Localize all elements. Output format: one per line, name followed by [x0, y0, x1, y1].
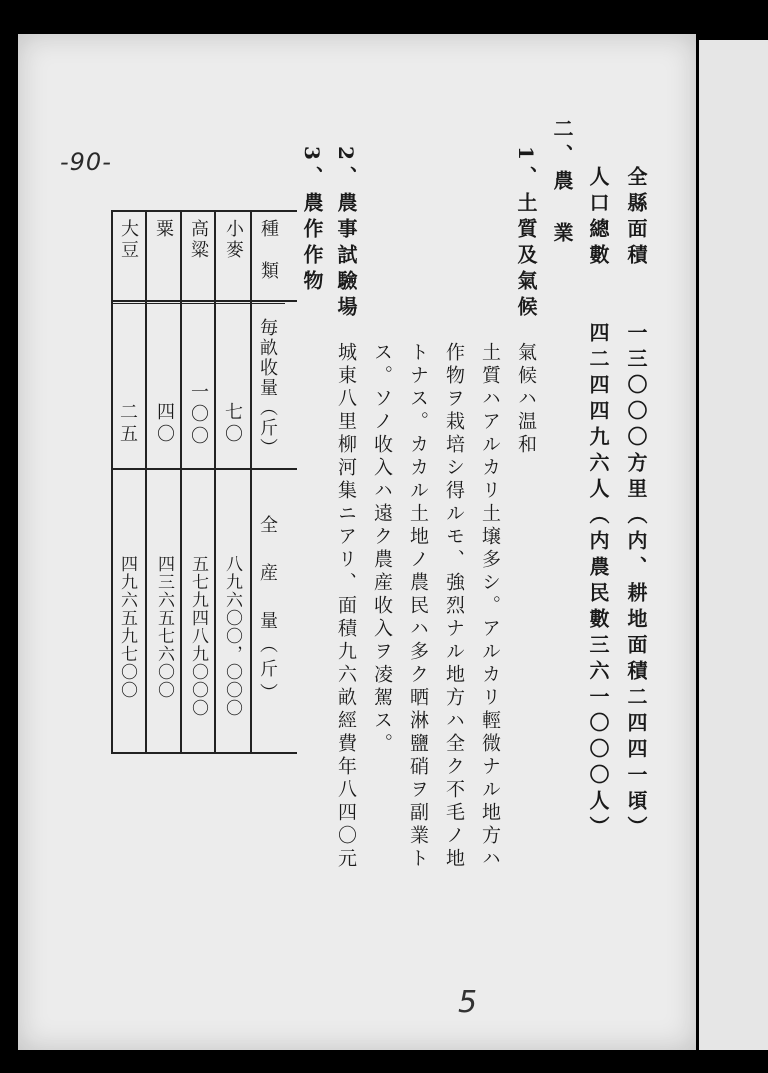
item1-text-5: ス。ソノ收入ハ遠ク農産收入ヲ凌駕ス。	[371, 342, 393, 756]
table-rule-middle	[111, 468, 297, 470]
item2-title: 2、農事試驗場	[334, 146, 358, 322]
section-heading-agriculture: 二、農 業	[550, 118, 574, 248]
yield-soybean: 二五	[117, 402, 138, 446]
item2-text: 城東八里柳河集ニアリ、面積九六畝經費年八四〇元	[335, 342, 357, 871]
table-top-border	[111, 210, 297, 212]
area-line: 全縣面積 一三〇〇〇方里（内、耕地面積二四四一頃）	[624, 166, 648, 842]
item1-text-3: 作物ヲ栽培シ得ルモ、強烈ナル地方ハ全ク不毛ノ地	[443, 342, 465, 871]
table-rule-bottom	[111, 752, 297, 754]
yield-wheat: 七〇	[222, 402, 243, 446]
item1-title: 1、土質及氣候	[514, 146, 538, 322]
table-col-line-4	[250, 210, 252, 754]
item3-title: 3、農作作物	[300, 146, 324, 296]
table-rule-header	[111, 300, 297, 302]
item1-text-4: トナス。カカル土地ノ農民ハ多ク晒淋鹽硝ヲ副業ト	[407, 342, 429, 871]
yield-sorghum: 一〇〇	[188, 382, 209, 448]
header-total-output: 全 産 量（斤）	[257, 515, 278, 707]
header-crop-type: 種 類	[251, 211, 286, 304]
table-col-line-3	[214, 210, 216, 754]
handwritten-mark: 5	[458, 985, 478, 1020]
crop-name-sorghum: 高粱	[181, 211, 216, 304]
table-col-line-2	[180, 210, 182, 754]
item1-text-2: 土質ハアルカリ土壌多シ。アルカリ輕微ナル地方ハ	[479, 342, 501, 871]
header-yield-per-mu: 毎畝收量（斤）	[257, 318, 278, 458]
crop-name-wheat: 小麥	[216, 211, 251, 304]
item1-text-1: 氣候ハ温和	[515, 342, 537, 457]
total-sorghum: 五七九四八九〇〇〇	[188, 555, 208, 717]
total-wheat: 八九六〇〇，〇〇〇	[222, 555, 242, 717]
population-line: 人口總數 四二四四九六人（内農民數三六一〇〇〇人）	[586, 166, 610, 842]
table-col-line-1	[145, 210, 147, 754]
crop-yield-table	[111, 210, 285, 304]
table-header-row	[111, 211, 285, 304]
crop-name-soybean: 大豆	[118, 219, 139, 261]
page-number: -90-	[60, 148, 112, 176]
adjacent-page-edge	[699, 40, 768, 1050]
total-millet: 四三六五七六〇〇	[154, 555, 174, 699]
table-left-border	[111, 210, 113, 754]
crop-name-millet: 粟	[146, 211, 181, 304]
total-soybean: 四九六五九七〇〇	[117, 555, 137, 699]
yield-millet: 四〇	[154, 402, 175, 446]
